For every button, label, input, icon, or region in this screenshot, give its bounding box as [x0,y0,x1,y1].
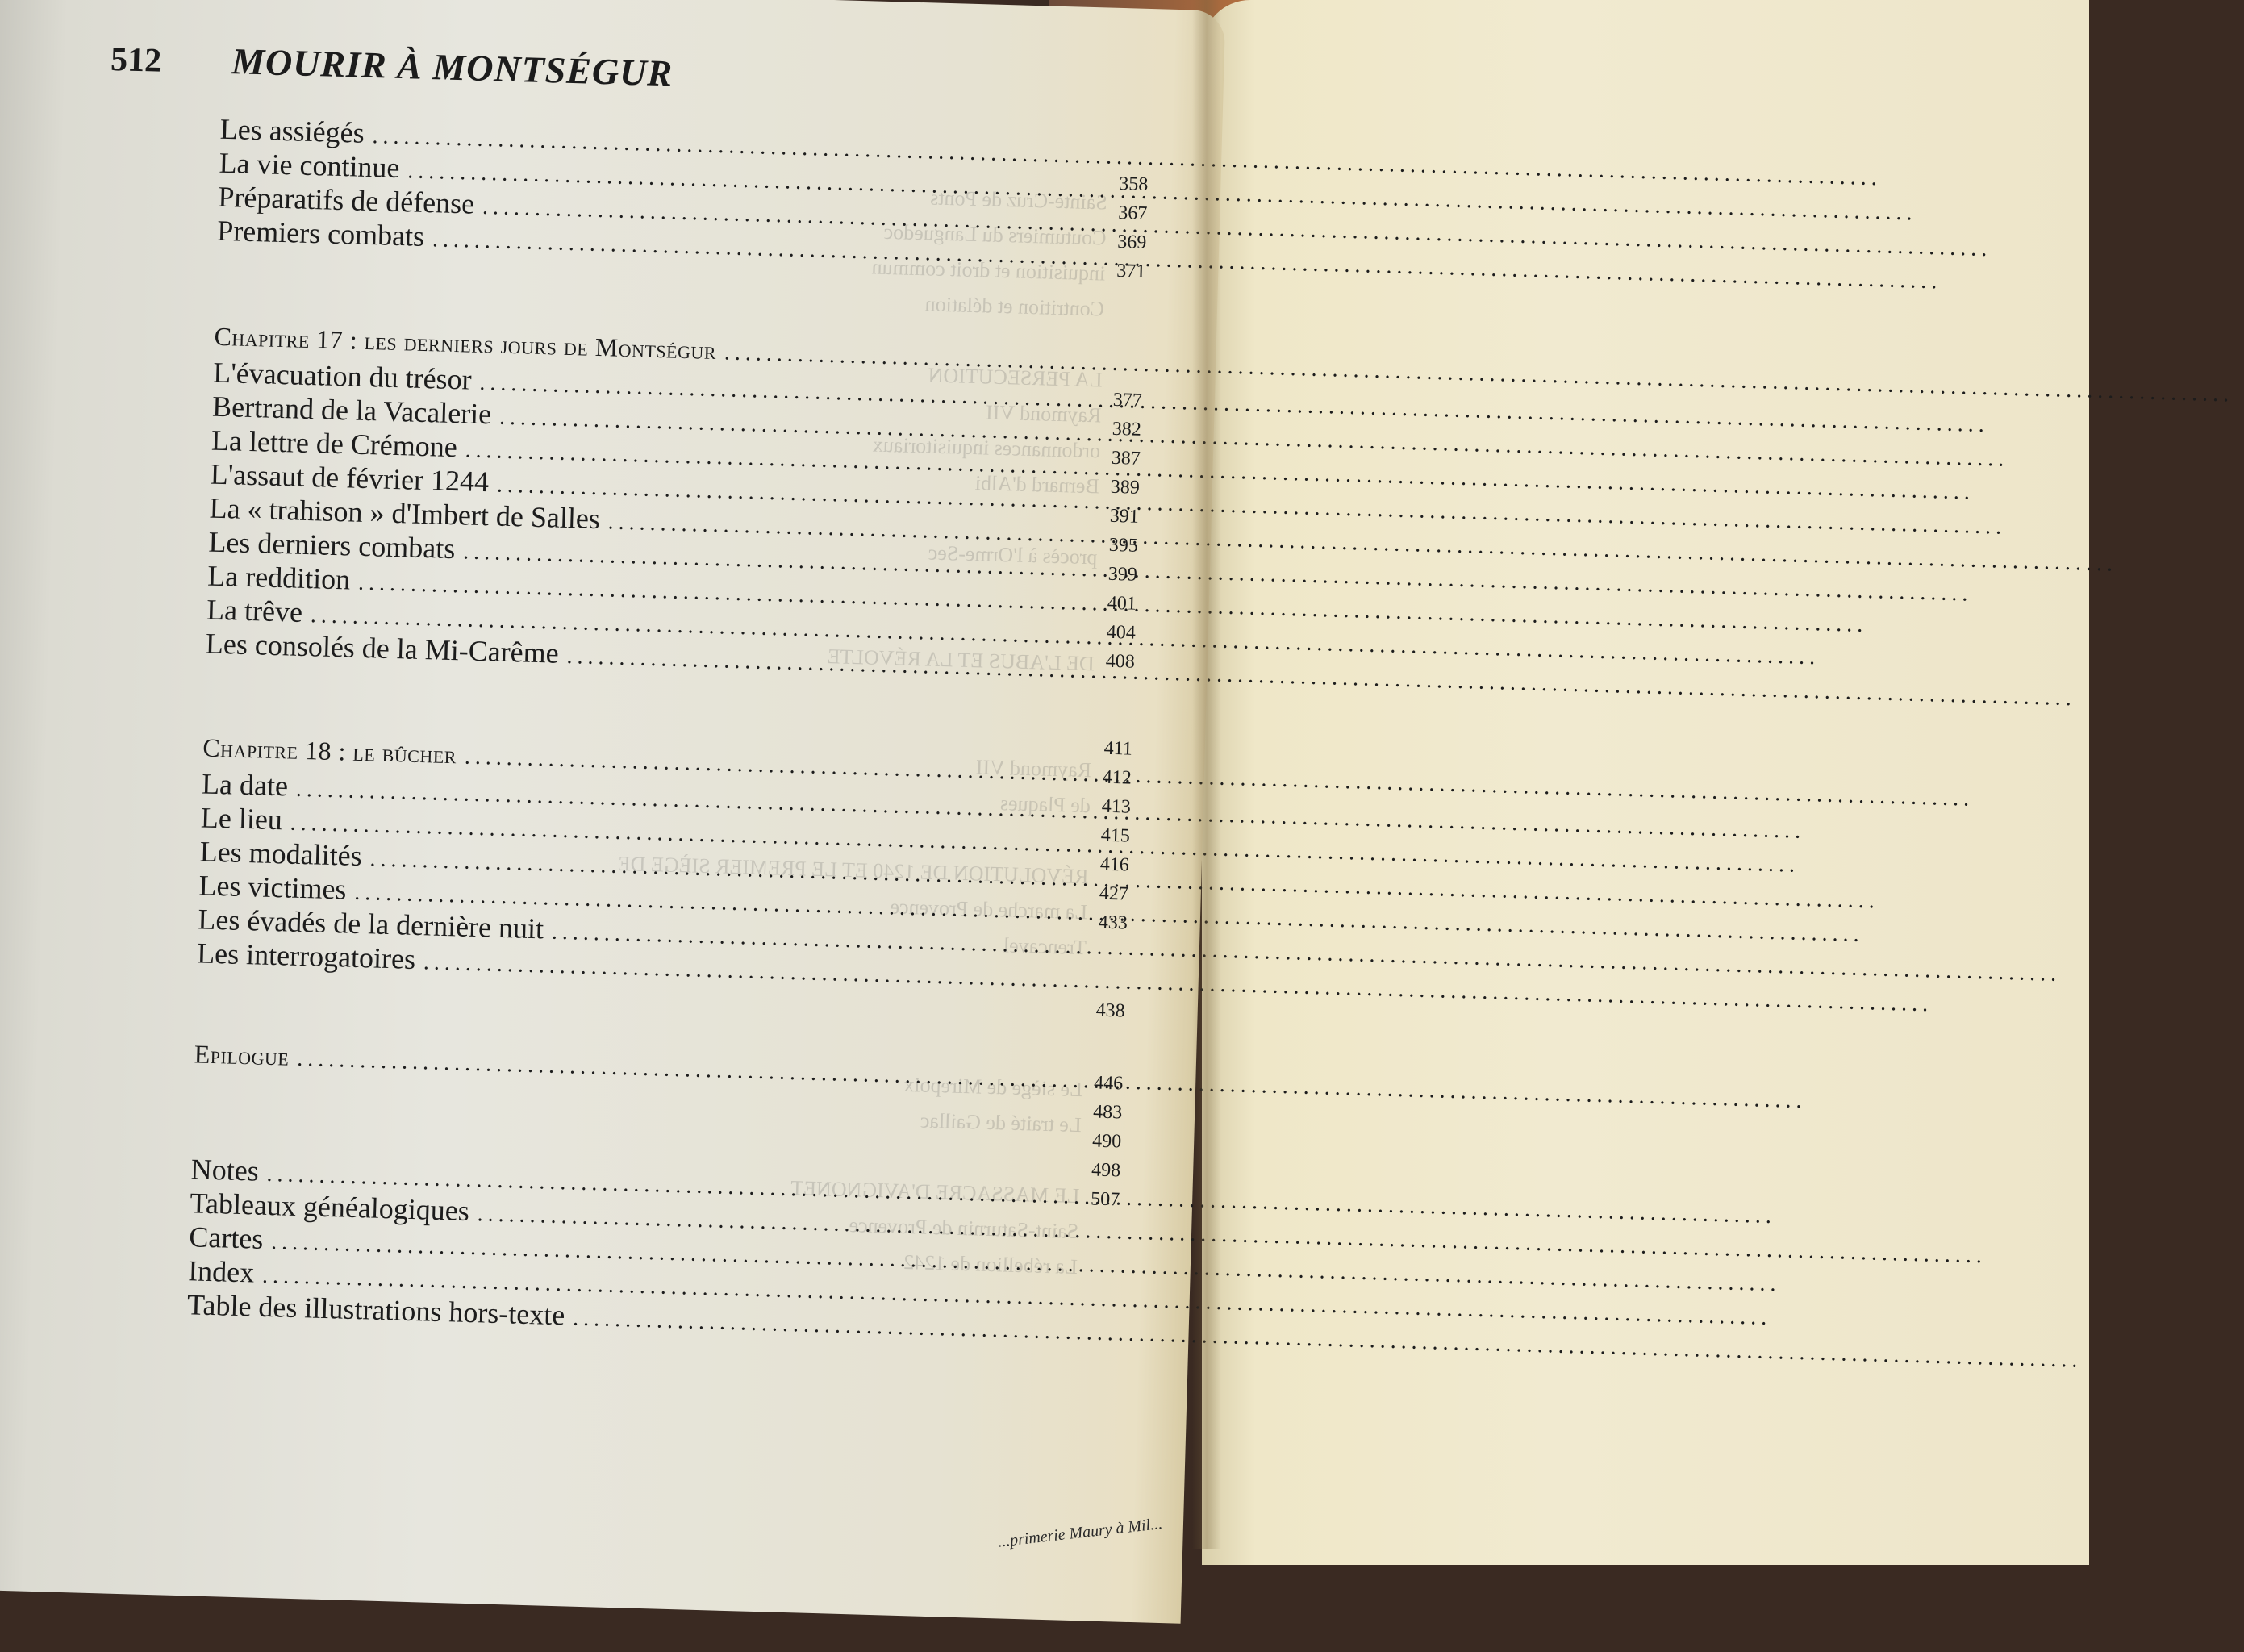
toc-epilogue [194,1039,1033,1096]
toc-page-number: 367 [1117,202,1148,224]
printer-imprint: ...primerie Maury à Mil... [996,1514,1164,1551]
toc-entry-label: Les interrogatoires [196,937,416,975]
toc-page-number: 377 [1112,389,1143,411]
toc-page-number: 416 [1099,853,1130,876]
toc-chapter-17 [205,322,1053,684]
toc-entry-label: La « trahison » d'Imbert de Salles [209,491,601,536]
toc-page-number: 415 [1100,824,1131,847]
toc-page-number: 490 [1091,1130,1122,1153]
toc-page-number: 413 [1101,795,1132,818]
toc-page-number: 507 [1090,1188,1120,1211]
toc-page-numbers [1078,733,1132,938]
toc-page-number: 433 [1098,912,1128,934]
book-title: MOURIR À MONTSÉGUR [231,40,674,94]
toc-page-number: 498 [1091,1159,1121,1182]
toc-entry-label: Les évadés de la dernière nuit [197,903,544,945]
toc-chapter-18 [197,733,1042,994]
chapter-heading: Chapitre 18 : le bûcher [202,732,457,770]
toc-entry-label: La date [201,767,289,803]
toc-page-number: 401 [1107,592,1137,615]
toc-entry-label: La trêve [206,593,303,628]
toc-entry-label: La reddition [206,559,351,596]
toc-page-number: 358 [1118,173,1149,195]
toc-section-continued [217,112,1059,271]
epilogue-heading: Epilogue [194,1039,290,1071]
toc-page-number: 438 [1095,999,1126,1022]
toc-page-number: 404 [1106,621,1137,644]
toc-page-number: 371 [1116,260,1146,282]
toc-entry-label: Le lieu [200,801,283,836]
toc-entry-label: Index [187,1254,255,1289]
toc-entry-label: Les assiégés [219,112,365,149]
running-head [110,36,674,100]
toc-entry-label: Notes [190,1153,260,1187]
toc-back-matter [187,1152,1030,1345]
toc-entry-label: L'assaut de février 1244 [210,457,490,499]
toc-entry-label: La vie continue [219,146,401,185]
toc-page-number: 387 [1111,447,1141,469]
page-number: 512 [110,40,162,80]
chapter-heading-row [194,1039,1033,1096]
toc-page-number: 446 [1093,1072,1124,1095]
toc-entry-label: Les victimes [198,869,348,906]
toc-entry-label: Les modalités [199,835,363,873]
toc-page-number: 427 [1099,882,1129,905]
toc-page-number: 369 [1116,231,1147,253]
toc-entry-label: Premiers combats [216,214,425,252]
toc-page-numbers [1086,385,1142,677]
toc-page-number: 399 [1107,563,1138,586]
toc-page-number: 382 [1112,418,1142,440]
toc-entry-label: Bertrand de la Vacalerie [211,390,492,431]
toc-page-number: 412 [1102,766,1132,789]
toc-page-number: 391 [1109,505,1140,528]
toc-page-number: 408 [1105,650,1136,673]
toc-page-number: 483 [1092,1101,1123,1124]
toc-entry-label: Les consolés de la Mi-Carême [205,627,560,670]
toc-entry-label: Cartes [188,1220,264,1255]
chapter-heading: Chapitre 17 : les derniers jours de Montségur [214,321,717,365]
toc-page-numbers [1097,169,1149,286]
book-gutter [1192,0,1221,1549]
toc-entry-label: La lettre de Crémone [211,423,458,464]
toc-page-number: 395 [1108,534,1139,557]
show-through-text: Sainte-Cruz de Ponts Coutumiers du Languedoc inquisition et droit commun Contrition et délation LA PERSECUTION Raymond VII ordonnances inquisitoriaux Bernard d'Albi procès à l'Orme-Sec DE L'ABUS ET LA RÉVOLTE Raymond VII de Plaques RÉVOLUTION DE 1240 ET LE PREMIER SIÈGE DE La marche de Provence Trencavel Le siège de Mirepoix Le traité de Gaillac LE MASSACRE D'AVIGNONET Saint-Saturnin de Provence La rébellion de 1242 [617,186,1108,1279]
toc-entry-label: Table des illustrations hors-texte [186,1288,565,1332]
toc-entry-label: Les derniers combats [207,525,456,565]
toc-page-number: 389 [1110,476,1141,499]
toc-page-numbers [1076,995,1125,1026]
toc-entry-label: Tableaux généalogiques [190,1187,470,1227]
toc-entry-label: L'évacuation du trésor [212,356,473,396]
toc-entry-label: Préparatifs de défense [217,180,475,220]
toc-page-number: 411 [1103,737,1133,760]
